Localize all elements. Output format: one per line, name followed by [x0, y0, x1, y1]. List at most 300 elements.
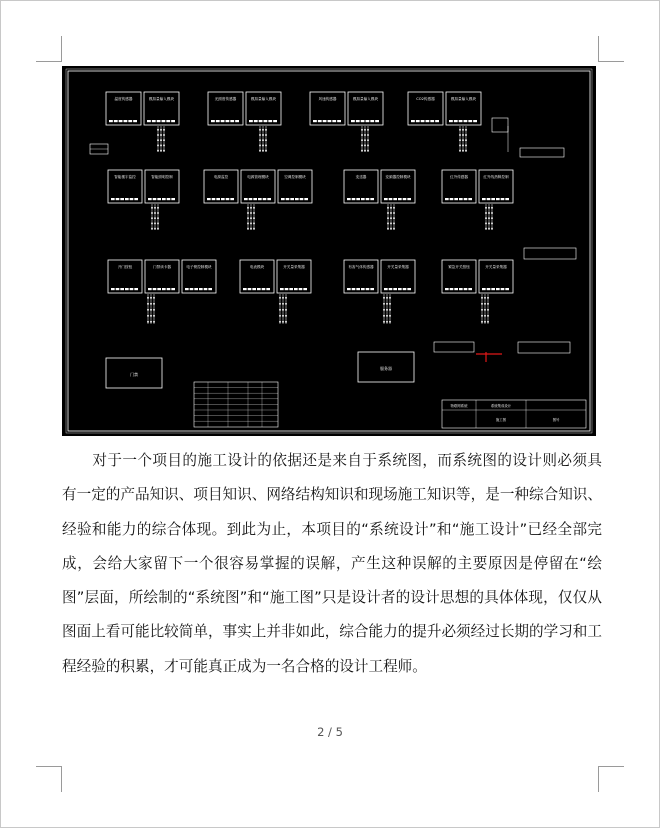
row2-device-terminal: [370, 198, 374, 200]
row1-device-terminal: [356, 120, 360, 122]
row1-device-terminal: [119, 120, 123, 122]
row3-device-terminal: [148, 288, 152, 290]
row1-signal-wires-tick: [459, 134, 461, 136]
crop-mark-bottom-right-v: [598, 766, 599, 792]
row3-signal-wires-tick: [153, 309, 155, 311]
page-number: 2 / 5: [317, 725, 343, 739]
row3-signal-wires-tick: [150, 309, 152, 311]
row1-signal-wires-tick: [361, 129, 363, 131]
row3-device-terminal: [450, 288, 454, 290]
row2-signal-wires-tick: [157, 212, 159, 214]
row2-signal-wires-tick: [393, 217, 395, 219]
row1-signal-wires-tick: [462, 150, 464, 152]
row1-device-terminal: [162, 120, 166, 122]
row3-device-terminal: [384, 288, 388, 290]
row1-signal-wires-tick: [163, 129, 165, 131]
row2-signal-wires-tick: [390, 223, 392, 225]
row3-device-label: 电表模块: [249, 265, 265, 269]
row3-signal-wires-tick: [386, 297, 388, 299]
row2-device-terminal: [496, 198, 500, 200]
row3-signal-wires-tick: [279, 297, 281, 299]
row2-signal-wires-tick: [488, 228, 490, 230]
row3-signal-wires-tick: [389, 315, 391, 317]
row3-signal-wires-tick: [282, 303, 284, 305]
row1-signal-wires-tick: [265, 134, 267, 136]
row2-signal-wires-tick: [247, 228, 249, 230]
row2-device-label: 红外线热释控制: [483, 175, 509, 179]
row1-signal-wires-tick: [265, 129, 267, 131]
row1-device-terminal: [323, 120, 327, 122]
row3-signal-wires-tick: [282, 321, 284, 323]
row2-signal-wires-tick: [253, 217, 255, 219]
row3-device-terminal: [482, 288, 486, 290]
row1-device-terminal: [351, 120, 355, 122]
row3-device-terminal: [257, 288, 261, 290]
crop-mark-top-left-v: [61, 36, 62, 62]
row1-device-terminal: [166, 120, 170, 122]
row2-device-terminal: [445, 198, 449, 200]
row3-device-terminal: [185, 288, 189, 290]
row3-device-terminal: [266, 288, 270, 290]
row2-signal-wires-tick: [154, 223, 156, 225]
row1-device-terminal: [468, 120, 472, 122]
row3-device-terminal: [361, 288, 365, 290]
row2-signal-wires-tick: [491, 212, 493, 214]
row1-signal-wires-tick: [259, 150, 261, 152]
row2-signal-wires-tick: [157, 223, 159, 225]
row3-device-label: 开关量采集器: [387, 265, 409, 269]
row1-device-terminal: [171, 120, 175, 122]
row1-device-terminal: [235, 120, 239, 122]
row2-signal-wires-tick: [387, 223, 389, 225]
crop-mark-top-left-h: [36, 61, 62, 62]
row2-device-label: 变送器: [355, 175, 367, 179]
row2-device-terminal: [389, 198, 393, 200]
row2-device-terminal: [125, 198, 129, 200]
row2-device-terminal: [398, 198, 402, 200]
row2-device-terminal: [356, 198, 360, 200]
row1-signal-wires-tick: [259, 145, 261, 147]
row1-device-terminal: [454, 120, 458, 122]
row3-device-terminal: [171, 288, 175, 290]
row1-device-terminal: [147, 120, 151, 122]
row3-signal-wires-tick: [386, 315, 388, 317]
row1-device-terminal: [366, 120, 370, 122]
row2-device-label: 红外传感器: [450, 175, 468, 179]
row1-signal-wires-tick: [262, 134, 264, 136]
row2-signal-wires-tick: [485, 223, 487, 225]
row3-signal-wires-tick: [153, 315, 155, 317]
row2-device-label: 智能楼宇监控: [114, 175, 136, 179]
row1-device-terminal: [426, 120, 430, 122]
row3-signal-wires-tick: [279, 309, 281, 311]
row1-signal-wires-tick: [459, 145, 461, 147]
row3-device-terminal: [407, 288, 411, 290]
row2-device-terminal: [120, 198, 124, 200]
row1-signal-wires-tick: [361, 134, 363, 136]
row2-signal-wires-tick: [390, 212, 392, 214]
row1-device-terminal: [157, 120, 161, 122]
row3-device-terminal: [204, 288, 208, 290]
row1-signal-wires-tick: [465, 145, 467, 147]
row3-device-terminal: [403, 288, 407, 290]
row1-signal-wires-tick: [367, 145, 369, 147]
row3-device-terminal: [194, 288, 198, 290]
row1-device-label: CO2传感器: [416, 97, 435, 101]
row2-device-terminal: [258, 198, 262, 200]
row2-device-terminal: [153, 198, 157, 200]
row3-signal-wires-tick: [282, 309, 284, 311]
row2-signal-wires-tick: [250, 212, 252, 214]
row3-signal-wires-tick: [386, 321, 388, 323]
row3-signal-wires-tick: [285, 303, 287, 305]
row3-signal-wires-tick: [285, 297, 287, 299]
row2-signal-wires-tick: [485, 212, 487, 214]
row2-device-terminal: [361, 198, 365, 200]
row2-device-terminal: [459, 198, 463, 200]
row1-signal-wires-tick: [160, 134, 162, 136]
row3-signal-wires-tick: [153, 321, 155, 323]
row1-signal-wires-tick: [160, 145, 162, 147]
row3-signal-wires-tick: [383, 321, 385, 323]
row2-device-terminal: [403, 198, 407, 200]
row3-signal-wires-tick: [285, 321, 287, 323]
row2-signal-wires-tick: [151, 228, 153, 230]
row3-signal-wires-tick: [279, 303, 281, 305]
row2-signal-wires-tick: [250, 223, 252, 225]
row1-signal-wires-tick: [157, 150, 159, 152]
row2-device-terminal: [300, 198, 304, 200]
row1-device-terminal: [313, 120, 317, 122]
row2-signal-wires-tick: [250, 228, 252, 230]
row1-signal-wires-tick: [364, 150, 366, 152]
row3-signal-wires-tick: [487, 309, 489, 311]
row1-signal-wires-tick: [361, 139, 363, 141]
row2-device-terminal: [501, 198, 505, 200]
row2-signal-wires-tick: [393, 223, 395, 225]
row3-device-terminal: [454, 288, 458, 290]
row3-signal-wires-tick: [389, 309, 391, 311]
row1-device-terminal: [273, 120, 277, 122]
row2-signal-wires-tick: [253, 207, 255, 209]
row2-signal-wires-tick: [488, 217, 490, 219]
row3-signal-wires-tick: [487, 321, 489, 323]
row3-signal-wires-tick: [147, 315, 149, 317]
row1-signal-wires-tick: [160, 150, 162, 152]
row1-signal-wires-tick: [364, 145, 366, 147]
row3-device-terminal: [464, 288, 468, 290]
row1-device-terminal: [332, 120, 336, 122]
system-diagram-figure: [62, 66, 596, 436]
row3-signal-wires-tick: [279, 321, 281, 323]
row1-signal-wires-tick: [462, 145, 464, 147]
row1-signal-wires-tick: [367, 134, 369, 136]
row3-signal-wires-tick: [389, 303, 391, 305]
row1-signal-wires-tick: [262, 139, 264, 141]
row2-device-terminal: [207, 198, 211, 200]
row3-signal-wires-tick: [484, 297, 486, 299]
row2-signal-wires-tick: [151, 207, 153, 209]
row2-device-terminal: [347, 198, 351, 200]
row1-device-label: 光照度传感器: [214, 97, 237, 101]
row3-signal-wires-tick: [481, 321, 483, 323]
row3-signal-wires-tick: [484, 315, 486, 317]
row2-device-terminal: [482, 198, 486, 200]
body-paragraph: [62, 444, 602, 684]
row2-signal-wires-tick: [390, 207, 392, 209]
row1-device-terminal: [337, 120, 341, 122]
row1-signal-wires-tick: [163, 134, 165, 136]
row2-device-terminal: [148, 198, 152, 200]
title-block-org: 物联网系统: [450, 404, 468, 408]
row2-device-terminal: [487, 198, 491, 200]
row3-device-terminal: [134, 288, 138, 290]
row2-device-terminal: [244, 198, 248, 200]
row3-signal-wires-tick: [389, 321, 391, 323]
row1-signal-wires-tick: [459, 150, 461, 152]
row2-device-terminal: [384, 198, 388, 200]
row3-device-terminal: [491, 288, 495, 290]
row2-device-terminal: [230, 198, 234, 200]
row3-device-label: 开关量采集器: [283, 265, 305, 269]
row1-device-label: 温度传感器: [114, 97, 133, 101]
row2-device-terminal: [464, 198, 468, 200]
row2-device-label: 智能照明控制: [151, 175, 173, 179]
row2-device-label: 电源监控: [213, 175, 229, 179]
row1-signal-wires-tick: [459, 129, 461, 131]
row2-signal-wires-tick: [393, 228, 395, 230]
row3-signal-wires-tick: [484, 321, 486, 323]
row3-device-terminal: [393, 288, 397, 290]
row1-device-terminal: [109, 120, 113, 122]
row3-signal-wires-tick: [279, 315, 281, 317]
row1-device-terminal: [318, 120, 322, 122]
row2-device-terminal: [304, 198, 308, 200]
row2-device-terminal: [450, 198, 454, 200]
row3-signal-wires-tick: [383, 297, 385, 299]
title-block-number: 图号: [552, 418, 560, 422]
row3-signal-wires-tick: [484, 309, 486, 311]
row3-device-terminal: [167, 288, 171, 290]
row3-device-terminal: [347, 288, 351, 290]
row3-device-terminal: [252, 288, 256, 290]
row2-signal-wires-tick: [485, 217, 487, 219]
row3-device-terminal: [111, 288, 115, 290]
row1-signal-wires-tick: [262, 129, 264, 131]
row3-device-terminal: [389, 288, 393, 290]
row1-device-terminal: [211, 120, 215, 122]
row2-device-label: 空调控制模块: [284, 175, 306, 179]
row2-device-terminal: [216, 198, 220, 200]
row1-signal-wires-tick: [262, 150, 264, 152]
row3-device-terminal: [280, 288, 284, 290]
rs485-terminal-strip: [520, 148, 564, 157]
row1-device-label: 模拟量输入模块: [148, 97, 175, 101]
row2-signal-wires-tick: [390, 228, 392, 230]
row2-signal-wires-tick: [387, 212, 389, 214]
row3-device-terminal: [208, 288, 212, 290]
row2-signal-wires-tick: [154, 212, 156, 214]
row3-signal-wires-tick: [487, 303, 489, 305]
row2-device-terminal: [111, 198, 115, 200]
door-access-label: 门禁: [130, 372, 138, 377]
row3-signal-wires-tick: [147, 297, 149, 299]
row2-device-terminal: [171, 198, 175, 200]
row2-device-terminal: [130, 198, 134, 200]
row3-device-terminal: [243, 288, 247, 290]
row2-signal-wires-tick: [485, 207, 487, 209]
row1-device-terminal: [264, 120, 268, 122]
row3-device-terminal: [496, 288, 500, 290]
row1-device-terminal: [221, 120, 225, 122]
row3-device-terminal: [262, 288, 266, 290]
row2-device-terminal: [281, 198, 285, 200]
row1-device-terminal: [411, 120, 415, 122]
row2-device-terminal: [157, 198, 161, 200]
row2-signal-wires-tick: [151, 212, 153, 214]
row1-signal-wires-tick: [367, 150, 369, 152]
row3-device-terminal: [459, 288, 463, 290]
row1-signal-wires-tick: [465, 139, 467, 141]
row1-signal-wires-tick: [160, 139, 162, 141]
row2-device-terminal: [162, 198, 166, 200]
row2-signal-wires-tick: [488, 223, 490, 225]
title-block-project: 系统集成设计: [490, 404, 512, 408]
row1-device-label: 模拟量输入模块: [450, 97, 477, 101]
row2-device-terminal: [468, 198, 472, 200]
row1-device-terminal: [114, 120, 118, 122]
row1-signal-wires-tick: [157, 139, 159, 141]
row3-device-terminal: [501, 288, 505, 290]
row2-signal-wires-tick: [250, 217, 252, 219]
row1-signal-wires-tick: [265, 145, 267, 147]
row3-device-terminal: [445, 288, 449, 290]
row1-signal-wires-tick: [259, 139, 261, 141]
row3-signal-wires-tick: [389, 297, 391, 299]
row3-device-terminal: [153, 288, 157, 290]
row2-device-terminal: [366, 198, 370, 200]
row2-signal-wires-tick: [491, 207, 493, 209]
row1-device-terminal: [370, 120, 374, 122]
row1-device-terminal: [430, 120, 434, 122]
relay-terminal-strip: [434, 342, 474, 352]
row1-signal-wires-tick: [259, 129, 261, 131]
row2-device-terminal: [249, 198, 253, 200]
row2-device-terminal: [407, 198, 411, 200]
row2-device-terminal: [491, 198, 495, 200]
row3-device-terminal: [120, 288, 124, 290]
row1-signal-wires-tick: [459, 139, 461, 141]
row1-device-terminal: [361, 120, 365, 122]
row1-signal-wires-tick: [465, 150, 467, 152]
row2-device-terminal: [221, 198, 225, 200]
row1-device-label: 模拟量输入模块: [250, 97, 277, 101]
row1-signal-wires-tick: [367, 129, 369, 131]
row3-device-terminal: [352, 288, 356, 290]
row1-signal-wires-tick: [157, 134, 159, 136]
row2-signal-wires-tick: [393, 207, 395, 209]
row1-signal-wires-tick: [367, 139, 369, 141]
row1-signal-wires-tick: [160, 129, 162, 131]
crop-mark-bottom-right-h: [598, 766, 624, 767]
row1-device-label: 模拟量输入模块: [352, 97, 379, 101]
row2-signal-wires-tick: [247, 223, 249, 225]
row3-signal-wires-tick: [150, 303, 152, 305]
power-terminal-strip: [524, 248, 576, 259]
row1-signal-wires-tick: [364, 139, 366, 141]
row1-device-terminal: [249, 120, 253, 122]
row1-device-terminal: [124, 120, 128, 122]
row1-signal-wires-tick: [157, 129, 159, 131]
row2-signal-wires-tick: [157, 217, 159, 219]
row3-signal-wires-tick: [487, 315, 489, 317]
row1-device-terminal: [226, 120, 230, 122]
row3-device-terminal: [468, 288, 472, 290]
row2-signal-wires-tick: [253, 212, 255, 214]
row2-device-terminal: [263, 198, 267, 200]
row3-signal-wires-tick: [383, 309, 385, 311]
row2-device-terminal: [167, 198, 171, 200]
row3-signal-wires-tick: [481, 303, 483, 305]
paragraph-text: 对于一个项目的施工设计的依据还是来自于系统图，而系统图的设计则必须具有一定的产品知识、项目知识、网络结构知识和现场施工知识等，是一种综合知识、经验和能力的综合体现。到此为止，本项目的“系统设计”和“施工设计”已经全部完成，会给大家留下一个很容易掌握的误解，产生这种误解的主要原因是停留在“绘图”层面，所绘制的“系统图”和“施工图”只是设计者的设计思想的具体体现，仅仅从图面上看可能比较简单，事实上并非如此，综合能力的提升必须经过长期的学习和工程经验的积累，才可能真正成为一名合格的设计工程师。: [62, 452, 602, 675]
row2-signal-wires-tick: [491, 223, 493, 225]
row2-signal-wires-tick: [157, 207, 159, 209]
row1-device-terminal: [375, 120, 379, 122]
row1-signal-wires-tick: [163, 150, 165, 152]
row3-signal-wires-tick: [150, 315, 152, 317]
row2-signal-wires-tick: [151, 223, 153, 225]
row2-signal-wires-tick: [151, 217, 153, 219]
row1-device-terminal: [216, 120, 220, 122]
row1-signal-wires-tick: [364, 134, 366, 136]
crop-mark-bottom-left-v: [61, 766, 62, 792]
row2-signal-wires-tick: [157, 228, 159, 230]
row3-device-label: 紧急开关按钮: [448, 265, 470, 269]
row3-signal-wires-tick: [150, 297, 152, 299]
row3-device-terminal: [162, 288, 166, 290]
row3-device-label: 有害气体传感器: [348, 265, 374, 269]
row1-signal-wires-tick: [361, 145, 363, 147]
row3-signal-wires-tick: [484, 303, 486, 305]
row2-device-label: 电源管理模块: [247, 175, 269, 179]
row3-device-terminal: [157, 288, 161, 290]
row1-signal-wires-tick: [465, 129, 467, 131]
row3-signal-wires-tick: [481, 309, 483, 311]
row2-signal-wires-tick: [387, 217, 389, 219]
row2-signal-wires-tick: [154, 207, 156, 209]
row2-device-terminal: [454, 198, 458, 200]
row2-signal-wires-tick: [253, 228, 255, 230]
row1-device-terminal: [128, 120, 132, 122]
row1-device-terminal: [464, 120, 468, 122]
row1-signal-wires-tick: [262, 145, 264, 147]
row3-device-terminal: [398, 288, 402, 290]
row3-signal-wires-tick: [150, 321, 152, 323]
row2-device-terminal: [253, 198, 257, 200]
row3-device-terminal: [487, 288, 491, 290]
row1-signal-wires-tick: [465, 134, 467, 136]
row1-signal-wires-tick: [361, 150, 363, 152]
row3-signal-wires-tick: [386, 303, 388, 305]
row2-signal-wires-tick: [154, 228, 156, 230]
row1-device-label: 风速传感器: [318, 97, 337, 101]
row3-signal-wires-tick: [285, 315, 287, 317]
row3-signal-wires-tick: [481, 297, 483, 299]
row1-device-terminal: [328, 120, 332, 122]
row2-signal-wires-tick: [393, 212, 395, 214]
row3-device-terminal: [505, 288, 509, 290]
row2-device-terminal: [295, 198, 299, 200]
